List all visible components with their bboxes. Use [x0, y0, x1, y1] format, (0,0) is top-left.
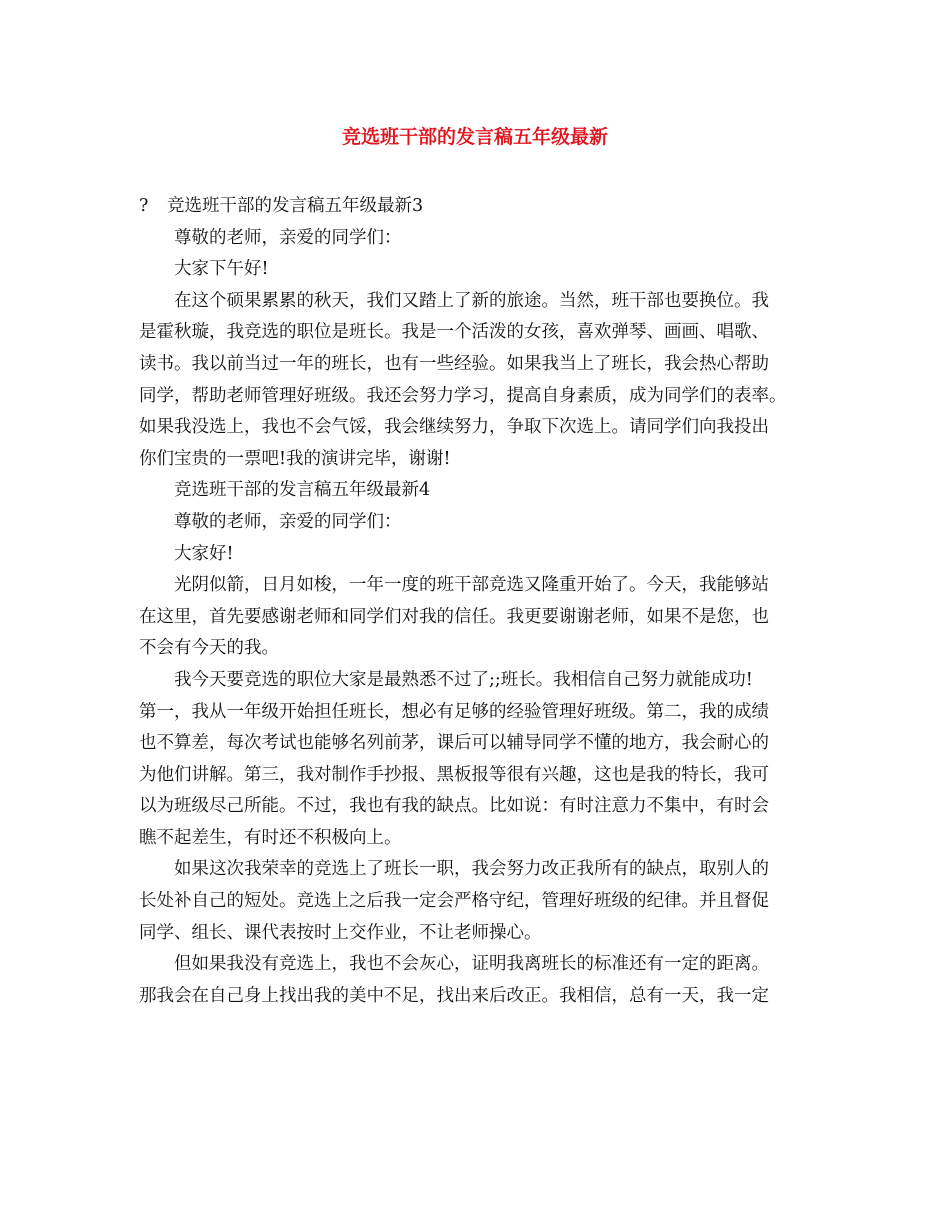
text-line [139, 223, 811, 255]
text-line-content: 竞选班干部的发言稿五年级最新3 [167, 196, 424, 216]
text-line [139, 254, 811, 286]
text-line [139, 412, 811, 444]
text-line-content: 不会有今天的我。 [139, 638, 279, 659]
document-title: 竞选班干部的发言稿五年级最新 [341, 126, 608, 148]
text-line-content: 尊敬的老师，亲爱的同学们： [174, 511, 402, 532]
text-line-content: 在这里，首先要感谢老师和同学们对我的信任。我更要谢谢老师，如果不是您，也 [139, 606, 769, 627]
text-line-content: 但如果我没有竞选上，我也不会灰心，证明我离班长的标准还有一定的距离。 [174, 954, 769, 975]
text-line-content: 以为班级尽己所能。不过，我也有我的缺点。比如说：有时注意力不集中，有时会 [139, 796, 769, 817]
text-line-content: 在这个硕果累累的秋天，我们又踏上了新的旅途。当然，班干部也要换位。我 [174, 290, 769, 311]
text-line-content: 竞选班干部的发言稿五年级最新4 [174, 480, 431, 501]
question-mark-glyph: ? [139, 196, 149, 216]
text-line [139, 949, 811, 981]
text-line [139, 602, 811, 634]
text-line [139, 286, 811, 318]
text-line-content: 如果我没选上，我也不会气馁，我会继续努力，争取下次选上。请同学们向我投出 [139, 417, 769, 438]
text-line [139, 886, 811, 918]
text-line-content: 尊敬的老师，亲爱的同学们： [174, 227, 402, 248]
text-line-content: 你们宝贵的一票吧!我的演讲完毕，谢谢! [139, 448, 451, 469]
text-line [139, 475, 811, 507]
text-line [139, 854, 811, 886]
text-line-content: 大家下午好! [174, 259, 269, 280]
text-line [139, 191, 811, 223]
text-line [139, 665, 811, 697]
text-line [139, 381, 811, 413]
text-line [139, 570, 811, 602]
text-line-content: 也不算差，每次考试也能够名列前茅，课后可以辅导同学不懂的地方，我会耐心的 [139, 733, 769, 754]
text-line-content: 大家好! [174, 543, 234, 564]
text-line-content: 是霍秋璇，我竞选的职位是班长。我是一个活泼的女孩，喜欢弹琴、画画、唱歌、 [139, 322, 769, 343]
text-line [139, 633, 811, 665]
text-line [139, 317, 811, 349]
text-line [139, 981, 811, 1013]
text-line [139, 760, 811, 792]
text-line-content: 第一，我从一年级开始担任班长，想必有足够的经验管理好班级。第二，我的成绩 [139, 701, 769, 722]
text-line-content: 瞧不起差生，有时还不积极向上。 [139, 827, 402, 848]
document-body [139, 191, 811, 1012]
text-line-content: 我今天要竞选的职位大家是最熟悉不过了;;班长。我相信自己努力就能成功! [174, 669, 753, 690]
text-line-content: 读书。我以前当过一年的班长，也有一些经验。如果我当上了班长，我会热心帮助 [139, 353, 769, 374]
text-line [139, 918, 811, 950]
text-line [139, 823, 811, 855]
text-line-content: 光阴似箭，日月如梭，一年一度的班干部竞选又隆重开始了。今天，我能够站 [174, 575, 769, 596]
text-line-content: 同学，帮助老师管理好班级。我还会努力学习，提高自身素质，成为同学们的表率。 [139, 385, 787, 406]
text-line [139, 697, 811, 729]
text-line [139, 791, 811, 823]
text-line-content: 为他们讲解。第三，我对制作手抄报、黑板报等很有兴趣，这也是我的特长，我可 [139, 764, 769, 785]
text-line-content: 同学、组长、课代表按时上交作业，不让老师操心。 [139, 922, 542, 943]
text-line-content: 长处补自己的短处。竞选上之后我一定会严格守纪，管理好班级的纪律。并且督促 [139, 891, 769, 912]
text-line [139, 444, 811, 476]
text-line [139, 728, 811, 760]
text-line-content: 如果这次我荣幸的竞选上了班长一职，我会努力改正我所有的缺点，取别人的 [174, 859, 769, 880]
text-line-content: 那我会在自己身上找出我的美中不足，找出来后改正。我相信，总有一天，我一定 [139, 985, 769, 1006]
text-line [139, 539, 811, 571]
text-line [139, 507, 811, 539]
text-line [139, 349, 811, 381]
